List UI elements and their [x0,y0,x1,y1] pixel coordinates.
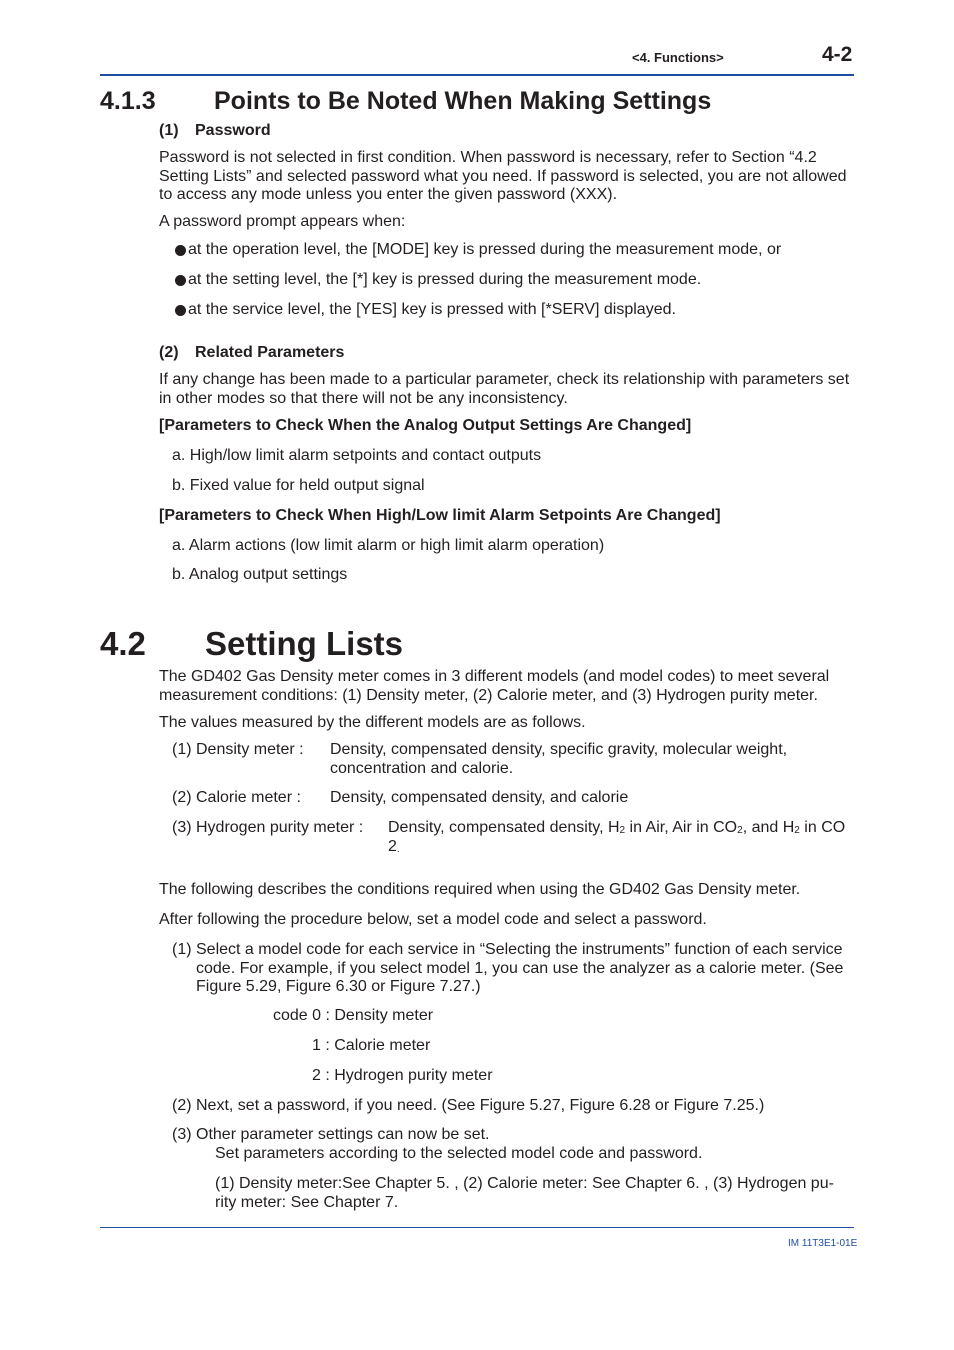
password-heading: Password [195,122,271,139]
section-number: 4.1.3 [100,87,156,115]
step-3-detail: Set parameters according to the selected model code and password. [215,1145,703,1162]
model-desc: Density, compensated density, specific gravity, molecular weight, concentration and calorie. [330,741,788,777]
code-item: 2 : Hydrogen purity meter [312,1067,493,1084]
bullet-item: at the setting level, the [*] key is pressed during the measurement mode. [188,271,702,288]
model-label: (2) Calorie meter : [172,789,301,806]
conditions-para: The following describes the conditions required when using the GD402 Gas Density meter. [159,881,801,898]
section-number: 4.2 [100,625,146,662]
step-2: (2) Next, set a password, if you need. (See Figure 5.27, Figure 6.28 or Figure 7.25.) [172,1097,765,1114]
model-desc: Density, compensated density, and calorie [330,789,629,806]
password-prompt-text: A password prompt appears when: [159,213,406,230]
related-heading-num: (2) [159,344,179,361]
group2-item: b. Analog output settings [172,566,348,583]
step-3-chapters: (1) Density meter:See Chapter 5. , (2) Calorie meter: See Chapter 6. , (3) Hydrogen pu-rity meter: See Chapter 7. [215,1175,834,1211]
related-para: If any change has been made to a particular parameter, check its relationship with parameters set in other modes so that there will not be any inconsistency. [159,371,850,407]
bullet-dot [175,305,186,316]
bullet-dot [175,245,186,256]
bullet-dot [175,275,186,286]
password-heading-num: (1) [159,122,179,139]
related-heading: Related Parameters [195,344,345,361]
password-para: Password is not selected in first condition. When password is necessary, refer to Section “4.2 Setting Lists” and selected password what you need. If password is selected, you are not allowed to access any mode unless you enter the given password (XXX). [159,149,847,203]
model-label: (1) Density meter : [172,741,304,758]
intro-para: The GD402 Gas Density meter comes in 3 different models (and model codes) to meet several measurement conditions: (1) Density meter, (2) Calorie meter, and (3) Hydrogen purity meter. [159,668,830,704]
bullet-item: at the operation level, the [MODE] key is pressed during the measurement mode, or [188,241,782,258]
group1-item: a. High/low limit alarm setpoints and contact outputs [172,447,542,464]
footer-doc-id: IM 11T3E1-01E [788,1238,858,1249]
header-chapter: <4. Functions> [632,50,724,65]
group2-item: a. Alarm actions (low limit alarm or high limit alarm operation) [172,537,605,554]
header-rule [100,74,854,76]
step-1-text: (1) Select a model code for each service in “Selecting the instruments” function of each service code. For example, if you select model 1, you can use the analyzer as a calorie meter. (See Figure 5.29, Figure 6.30 or Figure 7.27.) [172,941,844,995]
group2-title: [Parameters to Check When High/Low limit Alarm Setpoints Are Changed] [159,507,721,524]
model-desc: Density, compensated density, $H_2$ in Air, Air in $CO_2$, and $H_2$ in CO $2_.$ [388,819,846,855]
intro-para-2: The values measured by the different models are as follows. [159,714,586,731]
group1-item: b. Fixed value for held output signal [172,477,425,494]
section-title: Setting Lists [205,625,404,662]
code-item: code 0 : Density meter [273,1007,434,1024]
footer-rule [100,1227,854,1228]
procedure-para: After following the procedure below, set a model code and select a password. [159,911,707,928]
header-page-number: 4-2 [822,43,853,66]
step-3: (3) Other parameter settings can now be set. [172,1126,490,1143]
bullet-item: at the service level, the [YES] key is pressed with [*SERV] displayed. [188,301,676,318]
model-label: (3) Hydrogen purity meter : [172,819,364,836]
group1-title: [Parameters to Check When the Analog Output Settings Are Changed] [159,417,692,434]
section-title: Points to Be Noted When Making Settings [214,87,712,115]
step-1 [172,941,852,997]
code-item: 1 : Calorie meter [312,1037,431,1054]
